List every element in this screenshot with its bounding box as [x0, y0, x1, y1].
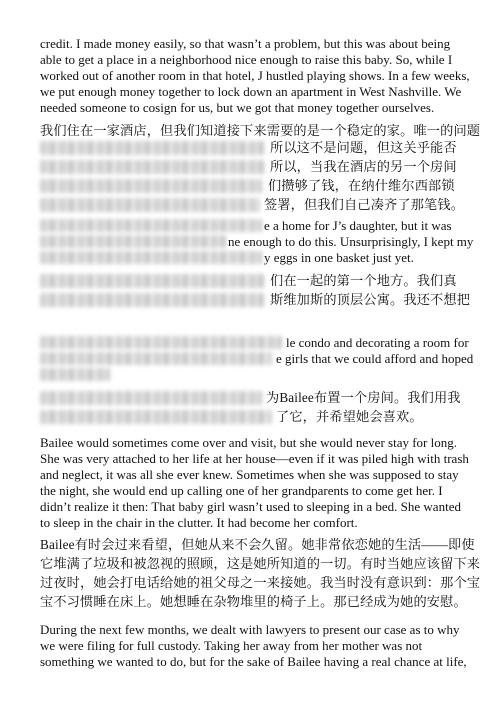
- text-fragment: 了它，并希望她会喜欢。: [276, 409, 423, 424]
- text-line: 它堆满了垃圾和被忽视的照顾，这是她所知道的一切。有时当她应该留下来: [40, 556, 481, 571]
- text-line: able to get a place in a neighborhood nice enough to raise this baby. So, while I: [40, 52, 453, 67]
- text-line: to sleep in the chair in the clutter. It had become her comfort.: [40, 515, 358, 530]
- text-fragment: le condo and decorating a room for: [286, 335, 469, 350]
- text-fragment: 为Bailee布置一个房间。我们用我: [266, 390, 461, 405]
- text-line: we were filing for full custody. Taking her away from her mother was not: [40, 638, 423, 653]
- text-fragment: ne enough to do this. Unsurprisingly, I kept my: [228, 234, 474, 249]
- text-fragment: 斯维加斯的顶层公寓。我还不想把: [270, 292, 471, 307]
- text-line: needed someone to cosign for us, but we got that money together ourselves.: [40, 100, 435, 115]
- redaction-blur: [40, 179, 262, 193]
- text-line: something we wanted to do, but for the sake of Bailee having a real chance at life,: [40, 654, 467, 669]
- redaction-blur: [40, 141, 264, 155]
- redaction-blur: [40, 336, 282, 349]
- text-line: 我们住在一家酒店，但我们知道接下来需要的是一个稳定的家。唯一的问题: [40, 123, 481, 138]
- text-line: worked out of another room in that hotel, J hustled playing shows. In a few weeks,: [40, 68, 470, 83]
- text-fragment: 们攒够了钱，在纳什维尔西部锁: [268, 178, 455, 193]
- text-line: During the next few months, we dealt with lawyers to present our case as to why: [40, 622, 460, 637]
- text-line: 过夜时，她会打电话给她的祖父母之一来接她。我当时没有意识到：那个宝: [40, 575, 481, 590]
- redaction-blur: [40, 274, 264, 288]
- text-line: and neglect, it was all she ever knew. Sometimes when she was supposed to stay: [40, 467, 459, 482]
- text-fragment: e girls that we could afford and hoped: [276, 351, 474, 366]
- text-line: She was very attached to her life at her house—even if it was piled high with trash: [40, 451, 469, 466]
- redaction-blur: [40, 391, 262, 405]
- text-line: the night, she would end up calling one of her grandparents to come get her. I: [40, 483, 443, 498]
- text-fragment: e a home for J’s daughter, but it was: [264, 218, 452, 233]
- redaction-blur: [40, 219, 262, 232]
- redaction-blur: [40, 251, 262, 264]
- text-fragment: 签署，但我们自己凑齐了那笔钱。: [264, 197, 465, 212]
- redaction-blur: [40, 198, 260, 212]
- redaction-blur: [40, 368, 110, 381]
- redaction-blur: [40, 352, 272, 365]
- text-line: didn’t realize it then: That baby girl wasn’t used to sleeping in a bed. She wanted: [40, 499, 461, 514]
- text-line: 宝不习惯睡在床上。她想睡在杂物堆里的椅子上。那已经成为她的安慰。: [40, 594, 467, 609]
- redaction-blur: [40, 410, 272, 424]
- redaction-blur: [40, 160, 264, 174]
- redaction-blur: [40, 235, 226, 248]
- text-line: we put enough money together to lock down an apartment in West Nashville. We: [40, 84, 462, 99]
- text-fragment: 们在一起的第一个地方。我们真: [270, 273, 457, 288]
- text-line: credit. I made money easily, so that wasn’t a problem, but this was about being: [40, 36, 451, 51]
- text-fragment: 所以，当我在酒店的另一个房间: [270, 159, 457, 174]
- text-line: Bailee would sometimes come over and visit, but she would never stay for long.: [40, 435, 457, 450]
- text-fragment: 所以这不是问题，但这关乎能否: [270, 140, 457, 155]
- text-line: Bailee有时会过来看望，但她从来不会久留。她非常依恋她的生活——即使: [40, 537, 475, 552]
- redaction-blur: [40, 293, 264, 307]
- text-fragment: y eggs in one basket just yet.: [264, 250, 414, 265]
